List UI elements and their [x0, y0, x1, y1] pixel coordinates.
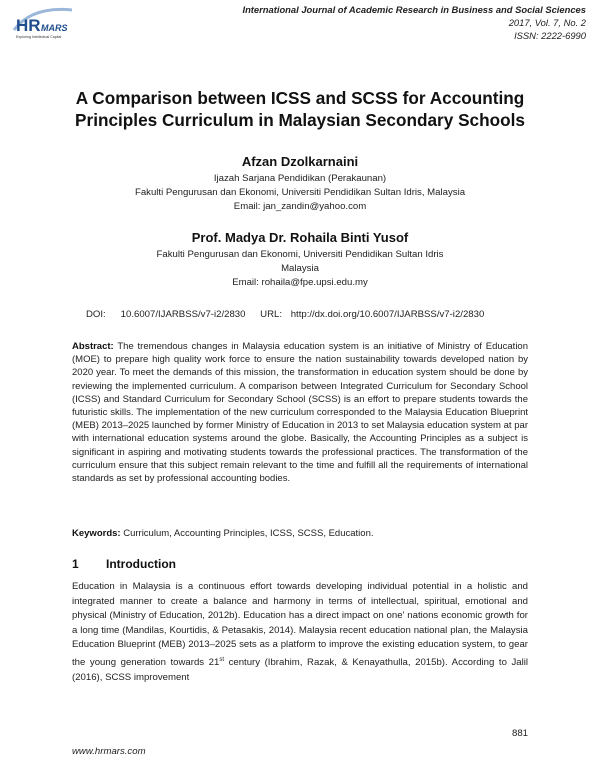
logo-hr-text: HR [16, 16, 41, 35]
doi-value[interactable]: 10.6007/IJARBSS/v7-i2/2830 [120, 309, 246, 320]
author-affiliation-1 [40, 172, 560, 214]
affiliation-line: Fakulti Pengurusan dan Ekonomi, Universiti Pendidikan Sultan Idris, Malaysia [134, 187, 466, 198]
logo-tagline: Exploring Intellectual Capital [16, 35, 62, 39]
abstract-paragraph [72, 340, 528, 485]
page-number: 881 [511, 728, 528, 739]
journal-issn: ISSN: 2222-6990 [514, 30, 586, 41]
abstract-label: Abstract: [72, 341, 114, 352]
url-link[interactable]: http://dx.doi.org/10.6007/IJARBSS/v7-i2/2830 [290, 309, 485, 320]
author-name-2: Prof. Madya Dr. Rohaila Binti Yusof [191, 230, 409, 245]
url-label: URL: [260, 309, 283, 320]
intro-paragraph [72, 580, 528, 685]
doi-label: DOI: [86, 309, 106, 320]
paper-title: A Comparison between ICSS and SCSS for Accounting Principles Curriculum in Malaysian Secondary Schools [75, 88, 525, 130]
keywords-label: Keywords: [72, 528, 121, 539]
author-email-2: Email: rohaila@fpe.upsi.edu.my [232, 277, 368, 288]
journal-name: International Journal of Academic Research in Business and Social Sciences [242, 4, 586, 15]
section-title: Introduction [106, 557, 176, 571]
logo-mars-text: MARS [41, 23, 68, 33]
hrmars-logo-graphic [12, 4, 112, 40]
intro-text: Education in Malaysia is a continuous effort towards developing individual potential in a holistic and integrated manner to create a balance and harmony in terms of intellectual, spiritual, emotional and physical (Ministry of Education, 2012b). Education has a direct impact on one' nations economic growth for a long time (Mandilas, Kourtidis, & Petasakis, 2014). Malaysia recent education national plan, the Malaysia Education Blueprint (MEB) 2013–2025 sets as a platform to improve the existing education system, to gear the young generation towards 21 [72, 581, 528, 669]
abstract-text: The tremendous changes in Malaysia education system is an initiative of Ministry of Education (MOE) to prepare high quality work force to ensure the nation sustainability towards developed nation by 2020 year. To meet the demands of this mission, the transformation in education system should be done by reviewing the implemented curriculum. A comparison between Integrated Curriculum for Secondary School (ICSS) and Standard Curriculum for Secondary School (SCSS) is an effort to prepare students towards the futuristic skills. The implementation of the new curriculum corresponded to the Malaysia Education Blueprint (MEB) 2013–2025 launched by former Ministry of Education in 2013 to set Malaysia education system at par with international education systems around the globe. Basically, the Accounting Principles as a subject is significant in aspiring and motivating students towards the professional practices. The transformation of the curriculum ensure that this subject remain relevant to the time and fulfill all the requirements of international standards as set by professional accounting bodies. [72, 341, 528, 485]
affiliation-line: Ijazah Sarjana Pendidikan (Perakaunan) [213, 173, 387, 184]
footer-website[interactable]: www.hrmars.com [72, 746, 146, 757]
keywords-line [72, 528, 528, 539]
section-number: 1 [72, 557, 79, 571]
author-name-1: Afzan Dzolkarnaini [241, 154, 359, 169]
keywords-text: Curriculum, Accounting Principles, ICSS, SCSS, Education. [123, 528, 374, 539]
journal-volume: 2017, Vol. 7, No. 2 [508, 17, 586, 28]
section-heading [72, 557, 176, 571]
author-affiliation-2 [40, 248, 560, 290]
author-email-1: Email: jan_zandin@yahoo.com [233, 201, 367, 212]
journal-header [206, 3, 586, 42]
hrmars-logo [12, 4, 112, 40]
intro-text-continued: century (Ibrahim, Razak, & Kenayathulla, 2015b). According to Jalil (2016), SCSS improvement [72, 657, 528, 683]
doi-line [86, 309, 484, 320]
affiliation-line: Fakulti Pengurusan dan Ekonomi, Universiti Pendidikan Sultan Idris [156, 249, 444, 260]
affiliation-line: Malaysia [281, 263, 319, 274]
superscript-st: st [219, 656, 225, 663]
